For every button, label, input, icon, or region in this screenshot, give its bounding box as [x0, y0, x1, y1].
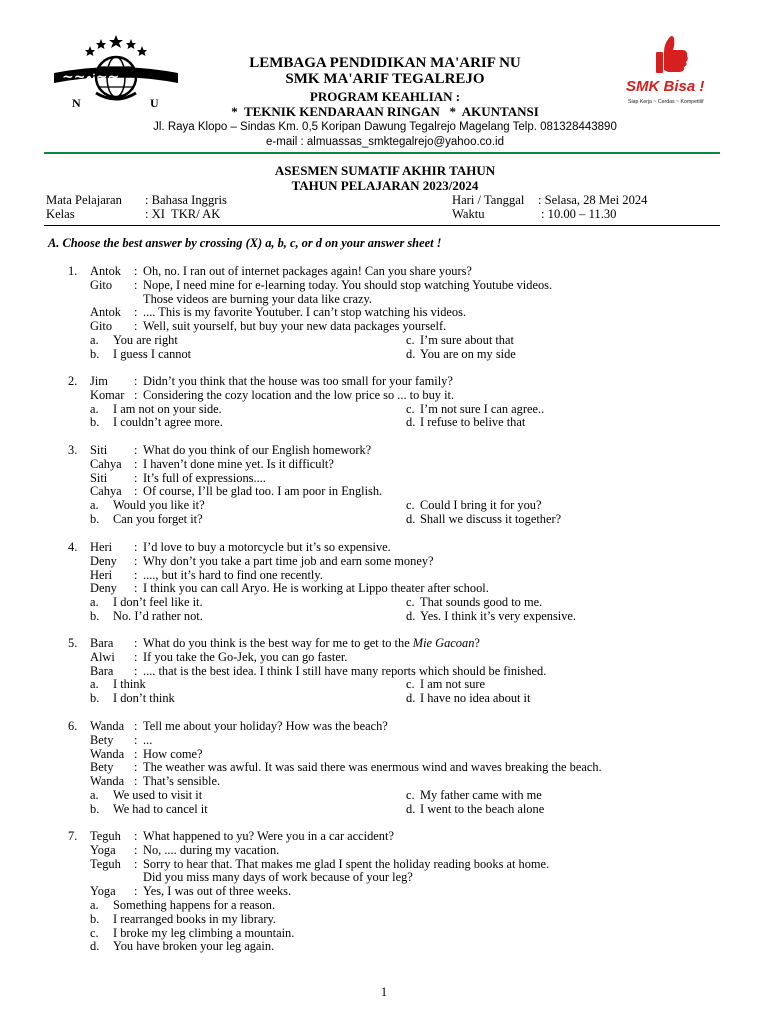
option-text: I am not sure [420, 677, 486, 692]
option-text: Could I bring it for you? [420, 498, 542, 513]
dialogue-text [143, 664, 546, 679]
option-row [0, 788, 768, 802]
option-text: We used to visit it [113, 788, 203, 802]
speaker-colon: : [134, 374, 138, 388]
option-text: I guess I cannot [113, 346, 192, 361]
option-row [0, 415, 768, 429]
speaker-name: Antok [90, 264, 121, 278]
dialogue-text-part: Nope, I need mine for e-learning today. You should stop watching Youtube videos. [143, 277, 553, 292]
option-row [0, 691, 768, 705]
dialogue-text [143, 484, 382, 499]
option-text: I don’t think [113, 691, 175, 706]
speaker-name: Gito [90, 319, 113, 334]
dialogue-line [0, 581, 768, 595]
dialogue-text-part: Considering the cozy location and the low price so ... to buy it. [143, 387, 455, 402]
dialogue-text [143, 278, 552, 293]
dialogue-text-part: That’s sensible. [143, 774, 221, 789]
dialogue-text-part: What happened to yu? Were you in a car accident? [143, 829, 394, 843]
speaker-name: Wanda [90, 719, 125, 733]
speaker-colon: : [134, 553, 138, 568]
svg-text:SMK Bisa !: SMK Bisa ! [626, 78, 705, 95]
speaker-colon: : [134, 581, 138, 596]
speaker-colon: : [134, 319, 138, 334]
option-letter: c. [406, 333, 415, 347]
option-letter: d. [90, 939, 100, 954]
dialogue-text [143, 457, 334, 472]
option-text: We had to cancel it [113, 801, 208, 816]
option-row [0, 939, 768, 953]
option-letter: c. [406, 788, 415, 802]
option-letter: c. [406, 498, 415, 513]
dialogue-line [0, 843, 768, 857]
option-letter: a. [90, 401, 99, 416]
question-number: 2. [68, 374, 78, 388]
dialogue-text-part: .... that is the best idea. I think I still have many reports which should be finished. [143, 663, 547, 678]
dialogue-line [0, 292, 768, 306]
time-value: : 10.00 – 11.30 [541, 207, 617, 221]
speaker-name: Jim [90, 374, 108, 388]
option-row [0, 402, 768, 416]
dialogue-text [143, 774, 220, 789]
dialogue-text [143, 719, 388, 734]
dialogue-text [143, 388, 454, 403]
option-letter: b. [90, 911, 100, 926]
dialogue-text-part: I haven’t done mine yet. Is it difficult? [143, 456, 334, 471]
dialogue-text-part: Oh, no. I ran out of internet packages again! Can you share yours? [143, 264, 472, 278]
dialogue-text [143, 319, 446, 334]
option-row [0, 609, 768, 623]
speaker-colon: : [134, 443, 138, 457]
option-letter: d. [406, 801, 416, 816]
dialogue-text-part: It’s full of expressions.... [143, 470, 266, 485]
speaker-name: Komar [90, 387, 125, 402]
dialogue-text [143, 554, 434, 569]
dialogue-text-part: What do you think of our English homework? [143, 443, 372, 457]
dialogue-line [0, 636, 768, 650]
speaker-name: Bety [90, 732, 114, 747]
option-letter: a. [90, 898, 99, 912]
speaker-colon: : [134, 567, 138, 582]
option-text: I have no idea about it [420, 691, 531, 706]
dialogue-text-part: I think you can call Aryo. He is working at Lippo theater after school. [143, 581, 489, 596]
dialogue-text [143, 374, 453, 389]
dialogue-text-part: The weather was awful. It was said there was enermous wind and waves breaking the beach. [143, 760, 602, 775]
option-letter: b. [90, 609, 100, 623]
dialogue-line [0, 747, 768, 761]
speaker-colon: : [134, 649, 138, 664]
option-letter: b. [90, 512, 100, 526]
dialogue-text-part: What do you think is the best way for me to get to the [143, 636, 413, 650]
option-text: You are right [113, 333, 178, 347]
question-number: 3. [68, 443, 78, 457]
dialogue-text [143, 843, 279, 858]
speaker-colon: : [134, 829, 138, 843]
date-value: : Selasa, 28 Mei 2024 [538, 193, 648, 207]
page-number: 1 [380, 985, 388, 999]
option-text: That sounds good to me. [420, 595, 543, 610]
dialogue-text [143, 568, 323, 583]
speaker-colon: : [134, 842, 138, 857]
dialogue-text [143, 471, 266, 486]
speaker-name: Bety [90, 760, 114, 775]
dialogue-text-part: ... [143, 732, 153, 747]
option-row [0, 898, 768, 912]
instruction: A. Choose the best answer by crossing (X) a, b, c, or d on your answer sheet ! [48, 236, 442, 250]
dialogue-line [0, 760, 768, 774]
dialogue-text [143, 443, 371, 458]
speaker-name: Alwi [90, 649, 115, 664]
dialogue-text-part: Tell me about your holiday? How was the beach? [143, 719, 388, 733]
question-number: 6. [68, 719, 78, 733]
option-letter: c. [406, 677, 415, 692]
dialogue-line [0, 443, 768, 457]
dialogue-text [143, 636, 480, 651]
speaker-colon: : [134, 663, 138, 678]
speaker-colon: : [134, 264, 138, 278]
option-letter: b. [90, 691, 100, 706]
option-row [0, 677, 768, 691]
dialogue-text [143, 884, 291, 899]
class-value: : XI TKR/ AK [145, 207, 221, 221]
dialogue-line [0, 278, 768, 292]
option-letter: b. [90, 801, 100, 816]
speaker-name: Yoga [90, 842, 116, 857]
option-text: I couldn’t agree more. [113, 415, 223, 430]
dialogue-text [143, 870, 413, 885]
option-text: Shall we discuss it together? [420, 512, 562, 526]
dialogue-line [0, 829, 768, 843]
question-number: 5. [68, 636, 78, 650]
option-letter: c. [406, 401, 415, 416]
svg-text:~~ﻧﻬ~~: ~~ﻧﻬ~~ [62, 69, 120, 85]
option-text: I went to the beach alone [420, 801, 545, 816]
option-text: I’m not sure I can agree.. [420, 401, 545, 416]
dialogue-text-part: Did you miss many days of work because of your leg? [143, 870, 413, 885]
speaker-colon: : [134, 484, 138, 499]
dialogue-line [0, 664, 768, 678]
speaker-colon: : [134, 387, 138, 402]
dialogue-text [143, 760, 602, 775]
option-letter: d. [406, 512, 416, 526]
speaker-colon: : [134, 470, 138, 485]
dialogue-text-part: Sorry to hear that. That makes me glad I spent the holiday reading books at home. [143, 856, 550, 871]
svg-text:Siap Kerja ~ Cerdas ~ Kompetit: Siap Kerja ~ Cerdas ~ Kompetitif [628, 99, 704, 105]
option-text: I think [113, 677, 146, 692]
dialogue-line [0, 733, 768, 747]
speaker-name: Yoga [90, 884, 116, 899]
option-text: I don’t feel like it. [113, 595, 203, 610]
option-text: Something happens for a reason. [113, 898, 276, 912]
dialogue-text-part: ...., but it’s hard to find one recently. [143, 567, 323, 582]
dialogue-text-part: No, .... during my vacation. [143, 842, 280, 857]
option-letter: d. [406, 415, 416, 430]
dialogue-line [0, 650, 768, 664]
class-label: Kelas [46, 207, 75, 221]
school-email: e-mail : almuassas_smktegalrejo@yahoo.co.id [266, 136, 504, 148]
dialogue-italic: Mie Gacoan [412, 636, 475, 650]
dialogue-line [0, 264, 768, 278]
option-text: I am not on your side. [113, 401, 222, 416]
nu-letter-u: U [150, 96, 159, 110]
option-row [0, 912, 768, 926]
dialogue-text [143, 747, 203, 762]
dialogue-text [143, 305, 466, 320]
dialogue-text [143, 581, 489, 596]
dialogue-line [0, 540, 768, 554]
option-text: My father came with me [420, 788, 542, 802]
speaker-name: Heri [90, 540, 113, 554]
speaker-name: Bara [90, 636, 114, 650]
option-letter: a. [90, 333, 99, 347]
option-row [0, 802, 768, 816]
header-rule [44, 152, 720, 154]
dialogue-text-part: Those videos are burning your data like crazy. [143, 291, 373, 306]
speaker-colon: : [134, 774, 138, 789]
dialogue-text-part: Didn’t you think that the house was too small for your family? [143, 374, 453, 388]
speaker-colon: : [134, 305, 138, 320]
speaker-name: Deny [90, 553, 117, 568]
dialogue-text-part: ? [474, 636, 480, 650]
option-text: I broke my leg climbing a mountain. [113, 925, 295, 940]
speaker-name: Wanda [90, 746, 125, 761]
option-letter: b. [90, 346, 100, 361]
speaker-colon: : [134, 456, 138, 471]
speaker-name: Teguh [90, 829, 121, 843]
speaker-name: Cahya [90, 456, 122, 471]
dialogue-line [0, 554, 768, 568]
dialogue-line [0, 719, 768, 733]
option-letter: d. [406, 691, 416, 706]
option-row [0, 926, 768, 940]
dialogue-text-part: .... This is my favorite Youtuber. I can’t stop watching his videos. [143, 305, 467, 320]
institution-name: LEMBAGA PENDIDIKAN MA'ARIF NU [249, 55, 521, 71]
option-letter: d. [406, 609, 416, 623]
speaker-colon: : [134, 856, 138, 871]
option-row [0, 333, 768, 347]
dialogue-line [0, 857, 768, 871]
option-letter: c. [90, 925, 99, 940]
option-text: You have broken your leg again. [113, 939, 275, 954]
dialogue-line [0, 457, 768, 471]
option-text: Yes. I think it’s very expensive. [420, 609, 577, 623]
speaker-colon: : [134, 746, 138, 761]
school-name: SMK MA'ARIF TEGALREJO [285, 71, 485, 87]
dialogue-text [143, 857, 549, 872]
option-letter: a. [90, 788, 99, 802]
date-label: Hari / Tanggal [452, 193, 525, 207]
dialogue-text-part: Of course, I’ll be glad too. I am poor in English. [143, 484, 383, 499]
dialogue-line [0, 568, 768, 582]
exam-year: TAHUN PELAJARAN 2023/2024 [291, 178, 479, 193]
option-letter: c. [406, 595, 415, 610]
nu-letter-n: N [72, 96, 81, 110]
speaker-name: Deny [90, 581, 117, 596]
speaker-name: Wanda [90, 774, 125, 789]
time-label: Waktu [452, 207, 485, 221]
speaker-name: Gito [90, 277, 113, 292]
option-text: You are on my side [420, 346, 516, 361]
dialogue-text-part: If you take the Go-Jek, you can go faster. [143, 649, 348, 664]
option-letter: a. [90, 595, 99, 610]
dialogue-text-part: How come? [143, 746, 203, 761]
dialogue-line [0, 319, 768, 333]
dialogue-line [0, 774, 768, 788]
question-number: 7. [68, 829, 78, 843]
exam-title: ASESMEN SUMATIF AKHIR TAHUN [274, 163, 496, 178]
option-letter: a. [90, 677, 99, 692]
dialogue-line [0, 471, 768, 485]
speaker-name: Cahya [90, 484, 122, 499]
speaker-colon: : [134, 636, 138, 650]
option-row [0, 347, 768, 361]
dialogue-text [143, 292, 372, 307]
question-number: 1. [68, 264, 78, 278]
option-text: I rearranged books in my library. [113, 911, 276, 926]
option-letter: a. [90, 498, 99, 513]
smk-bisa-logo [622, 30, 722, 110]
subject-value: : Bahasa Inggris [145, 193, 227, 207]
dialogue-line [0, 374, 768, 388]
dialogue-line [0, 388, 768, 402]
option-row [0, 512, 768, 526]
dialogue-text-part: Yes, I was out of three weeks. [143, 884, 292, 899]
dialogue-text-part: Why don’t you take a part time job and earn some money? [143, 553, 434, 568]
speaker-colon: : [134, 719, 138, 733]
speaker-name: Bara [90, 663, 114, 678]
option-text: I’m sure about that [420, 333, 514, 347]
dialogue-text [143, 733, 152, 748]
option-letter: d. [406, 346, 416, 361]
option-text: Would you like it? [113, 498, 205, 513]
speaker-colon: : [134, 277, 138, 292]
dialogue-text-part: I’d love to buy a motorcycle but it’s so expensive. [143, 540, 391, 554]
dialogue-text [143, 264, 472, 279]
question-number: 4. [68, 540, 78, 554]
option-row [0, 498, 768, 512]
option-row [0, 595, 768, 609]
dialogue-text [143, 540, 391, 555]
speaker-name: Heri [90, 567, 113, 582]
program-list: * TEKNIK KENDARAAN RINGAN * AKUNTANSI [231, 104, 539, 119]
speaker-name: Siti [90, 470, 108, 485]
speaker-name: Siti [90, 443, 108, 457]
dialogue-text-part: Well, suit yourself, but buy your new data packages yourself. [143, 319, 447, 334]
meta-rule [44, 225, 720, 226]
dialogue-line [0, 484, 768, 498]
option-text: I refuse to belive that [420, 415, 526, 430]
speaker-colon: : [134, 884, 138, 899]
dialogue-line [0, 884, 768, 898]
speaker-name: Antok [90, 305, 121, 320]
speaker-colon: : [134, 732, 138, 747]
option-letter: b. [90, 415, 100, 430]
option-text: Can you forget it? [113, 512, 203, 526]
school-address: Jl. Raya Klopo – Sindas Km. 0,5 Koripan Dawung Tegalrejo Magelang Telp. 081328443890 [153, 121, 617, 133]
dialogue-line [0, 305, 768, 319]
dialogue-text [143, 650, 347, 665]
program-label: PROGRAM KEAHLIAN : [309, 89, 461, 104]
speaker-name: Teguh [90, 856, 121, 871]
option-text: No. I’d rather not. [113, 609, 203, 623]
dialogue-text [143, 829, 394, 844]
speaker-colon: : [134, 760, 138, 775]
subject-label: Mata Pelajaran [46, 193, 122, 207]
dialogue-line [0, 870, 768, 884]
speaker-colon: : [134, 540, 138, 554]
